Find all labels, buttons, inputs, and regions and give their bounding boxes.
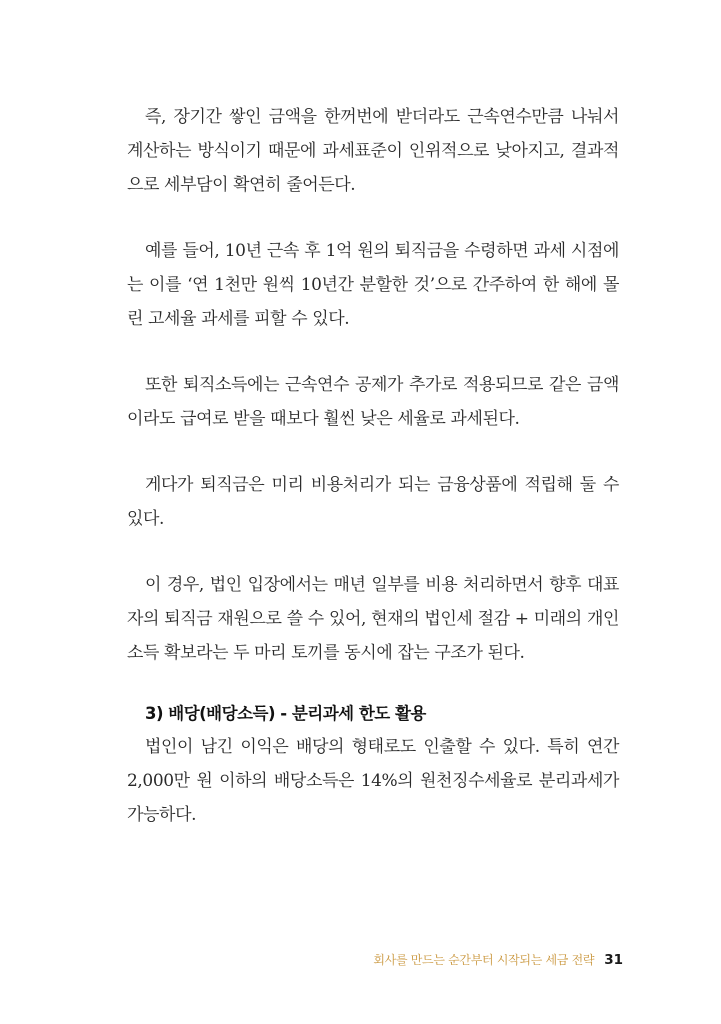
paragraph-2-text: 예를 들어, 10년 근속 후 1억 원의 퇴직금을 수령하면 과세 시점에는 이를 ‘연 1천만 원씩 10년간 분할한 것’으로 간주하여 한 해에 몰린 고세율 과세를 피할 수 있다.	[127, 241, 619, 329]
paragraph-1	[127, 100, 619, 202]
paragraph-3-text: 또한 퇴직소득에는 근속연수 공제가 추가로 적용되므로 같은 금액이라도 급여로 받을 때보다 훨씬 낮은 세율로 과세된다.	[127, 375, 619, 429]
page-footer	[373, 951, 623, 968]
section-body	[127, 730, 619, 832]
paragraph-3	[127, 368, 619, 436]
running-footer-title: 회사를 만드는 순간부터 시작되는 세금 전략	[373, 953, 595, 967]
paragraph-2	[127, 234, 619, 336]
body-content	[127, 100, 619, 832]
paragraph-4	[127, 468, 619, 536]
page-number: 31	[604, 952, 623, 968]
section-heading: 3) 배당(배당소득) - 분리과세 한도 활용	[145, 704, 426, 723]
section-body-text: 법인이 남긴 이익은 배당의 형태로도 인출할 수 있다. 특히 연간 2,000만 원 이하의 배당소득은 14%의 원천징수세율로 분리과세가 가능하다.	[127, 737, 619, 825]
paragraph-5-text: 이 경우, 법인 입장에서는 매년 일부를 비용 처리하면서 향후 대표자의 퇴직금 재원으로 쓸 수 있어, 현재의 법인세 절감 + 미래의 개인소득 확보라는 두 마리 토끼를 동시에 잡는 구조가 된다.	[127, 575, 619, 663]
paragraph-5	[127, 568, 619, 670]
paragraph-4-text: 게다가 퇴직금은 미리 비용처리가 되는 금융상품에 적립해 둘 수 있다.	[127, 475, 619, 529]
paragraph-1-text: 즉, 장기간 쌓인 금액을 한꺼번에 받더라도 근속연수만큼 나눠서 계산하는 방식이기 때문에 과세표준이 인위적으로 낮아지고, 결과적으로 세부담이 확연히 줄어든다.	[127, 107, 619, 195]
